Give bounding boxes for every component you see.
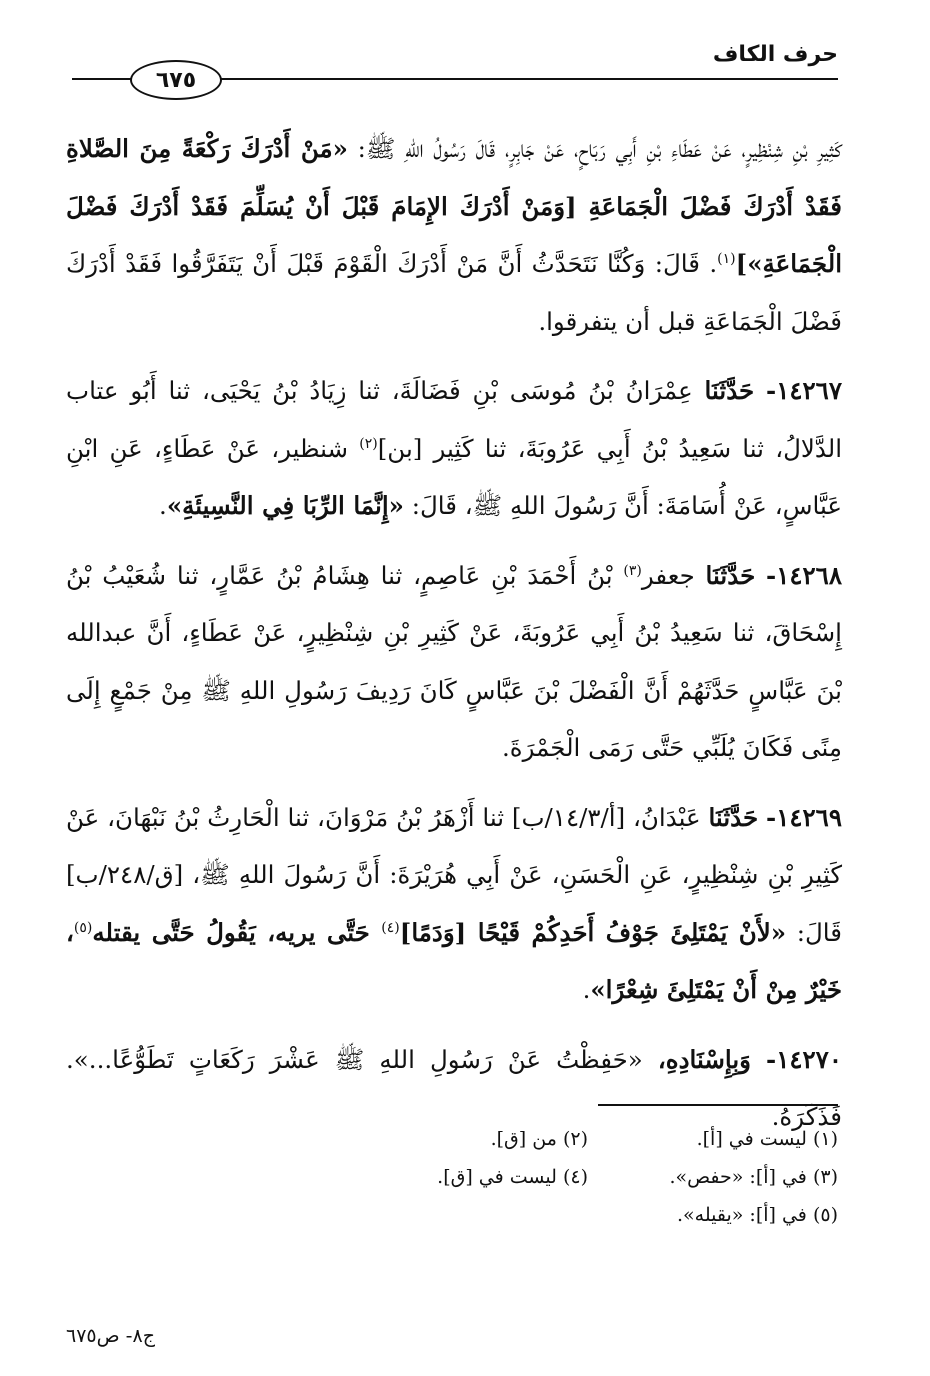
footnote-ref: (٥) <box>73 919 93 936</box>
footnote-1 <box>588 1120 838 1158</box>
quote: «مَنْ أَدْرَكَ رَكْعَةً مِنَ الصَّلاةِ فَقَدْ أَدْرَكَ فَضْلَ الْجَمَاعَةِ [وَمَنْ أَدْرَكَ الإِمَامَ قَبْلَ أَنْ يُسَلِّمَ فَقَدْ أَدْرَكَ فَضْلَ الْجَمَاعَةِ»] <box>66 134 842 278</box>
footnote-5 <box>588 1196 838 1234</box>
bi-isnadihi-keyword: وَبِإِسْنَادِهِ، <box>657 1044 751 1074</box>
footnote-text: ليست في [أ]. <box>696 1128 807 1150</box>
footnote-2 <box>338 1120 588 1158</box>
text: . <box>582 975 591 1004</box>
quote: «إِنَّمَا الرِّبَا فِي النَّسِيئَةِ» <box>166 491 404 520</box>
footnote-3 <box>588 1158 838 1196</box>
hadith-14267 <box>66 362 842 535</box>
footnote-text: في [أ]: «حفص». <box>669 1166 807 1188</box>
footnote-number: (٤) <box>562 1166 588 1188</box>
text: كَثِيرِ بْنِ شِنْظِيرٍ، عَنْ عَطَاءِ بْنِ أَبِي رَبَاحٍ، عَنْ جَابِرٍ، قَالَ رَسُولُ اللهِ ﷺ: <box>347 134 842 163</box>
hadith-number: ١٤٢٦٩- <box>766 802 842 832</box>
hadith-number: ١٤٢٧٠- <box>766 1044 842 1074</box>
chapter-title: حرف الكاف <box>712 42 838 67</box>
quote: ، خَيْرٌ مِنْ أَنْ يَمْتَلِئَ شِعْرًا» <box>66 917 842 1004</box>
footnote-number: (٢) <box>562 1128 588 1150</box>
hadith-14268 <box>66 547 842 777</box>
text: عِمْرَانُ بْنُ مُوسَى بْنِ فَضَالَةَ، ثنا زِيَادُ بْنُ يَحْيَى، ثنا أَبُو عتاب الدَّلالُ، ثنا سَعِيدُ بْنُ أَبِي عَرُوبَةَ، ثنا كَثِير [بن] <box>66 376 843 463</box>
page-number-badge <box>130 60 222 100</box>
footnote-ref: (١) <box>717 250 736 267</box>
main-text <box>66 120 842 1158</box>
footnote-4 <box>338 1158 588 1196</box>
paragraph-continuation <box>66 120 842 350</box>
hadathana-keyword: حَدَّثَنَا <box>708 802 759 832</box>
hadathana-keyword: حَدَّثَنَا <box>705 560 756 590</box>
text: عَبْدَانُ، [أ/١٤/٣/ب] ثنا أَزْهَرُ بْنُ مَرْوَانَ، ثنا الْحَارِثُ بْنُ نَبْهَانَ، عَنْ كَثِيرِ بْنِ شِنْظِيرٍ، عَنِ الْحَسَنِ، عَنْ أَبِي هُرَيْرَةَ: أَنَّ رَسُولَ اللهِ ﷺ، [ق/٢٤٨/ب] قَالَ: <box>66 802 842 947</box>
footnote-ref: (٣) <box>623 562 642 579</box>
hadith-number: ١٤٢٦٨- <box>766 560 842 590</box>
text: بْنُ أَحْمَدَ بْنِ عَاصِمٍ، ثنا هِشَامُ بْنُ عَمَّارٍ، ثنا شُعَيْبُ بْنُ إِسْحَاقَ، ثنا سَعِيدُ بْنُ أَبِي عَرُوبَةَ، عَنْ كَثِيرِ بْنِ شِنْظِيرٍ، عَنْ عَطَاءٍ، أَنَّ عبدالله بْنَ عَبَّاسٍ حَدَّثَهُمْ أَنَّ الْفَضْلَ بْنَ عَبَّاسٍ كَانَ رَدِيفَ رَسُولِ اللهِ ﷺ مِنْ جَمْعٍ إِلَى مِنًى فَكَانَ يُلَبِّي حَتَّى رَمَى الْجَمْرَةَ. <box>66 560 842 762</box>
footnote-row <box>338 1158 838 1196</box>
text: شنظير، عَنْ عَطَاءٍ، عَنِ ابْنِ عَبَّاسٍ، عَنْ أُسَامَةَ: أَنَّ رَسُولَ اللهِ ﷺ، قَالَ: <box>66 433 842 520</box>
text: «حَفِظْتُ عَنْ رَسُولِ اللهِ ﷺ عَشْرَ رَكَعَاتٍ تَطَوُّعًا...». فَذَكَرَهُ. <box>66 1044 842 1131</box>
footnote-ref: (٤) <box>381 919 400 936</box>
text: . قَالَ: وَكُنَّا نَتَحَدَّثُ أَنَّ مَنْ أَدْرَكَ الْقَوْمَ قَبْلَ أَنْ يَتَفَرَّقُوا فَقَدْ أَدْرَكَ فَضْلَ الْجَمَاعَةِ قبل أن يتفرقوا. <box>66 249 842 336</box>
text: جعفر <box>641 560 706 590</box>
footnote-text: ليست في [ق]. <box>437 1166 557 1188</box>
volume-page-footer: ج٨- ص٦٧٥ <box>66 1325 155 1347</box>
footnote-text: من [ق]. <box>490 1128 557 1150</box>
footnote-row <box>338 1196 838 1234</box>
hadith-number: ١٤٢٦٧- <box>766 376 842 405</box>
footnote-number: (١) <box>812 1128 838 1150</box>
hadathana-keyword: حَدَّثَنَا <box>704 376 755 405</box>
footnote-number: (٣) <box>812 1166 838 1188</box>
footnotes <box>338 1120 838 1234</box>
hadith-14269 <box>66 789 842 1019</box>
quote: حَتَّى يريه، يَقُولُ حَتَّى يقتله <box>92 917 382 947</box>
quote: «لأَنْ يَمْتَلِئَ جَوْفُ أَحَدِكُمْ قَيْحًا [وَدَمًا] <box>399 917 787 947</box>
footnote-ref: (٢) <box>359 435 378 452</box>
page-number: ٦٧٥ <box>155 67 197 93</box>
footnote-row <box>338 1120 838 1158</box>
footnote-number: (٥) <box>812 1204 838 1226</box>
footnote-rule <box>598 1104 838 1106</box>
text: . <box>159 491 167 520</box>
footnote-text: في [أ]: «يقيله». <box>676 1204 807 1226</box>
